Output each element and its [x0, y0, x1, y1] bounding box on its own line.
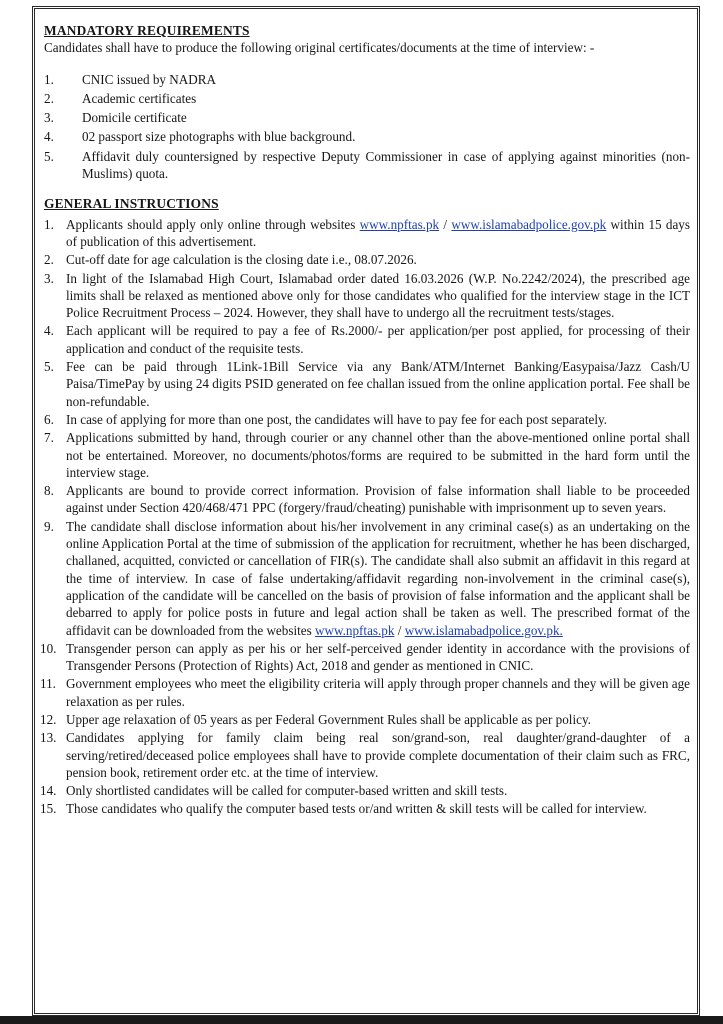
instruction-2: 2. Cut-off date for age calculation is the closing date i.e., 08.07.2026.	[44, 252, 417, 268]
instruction-7: 7. Applications submitted by hand, through courier or any channel other than the above-mentioned online portal shall not be entertained. Moreover, no documents/photos/forms are required to be submitted in the hard form until the interview stage.	[44, 430, 690, 480]
islamabad-police-link[interactable]: www.islamabadpolice.gov.pk	[451, 216, 607, 232]
npftas-link[interactable]: www.npftas.pk	[315, 622, 395, 638]
list-item: 3. Domicile certificate	[44, 110, 187, 126]
instruction-4: 4. Each applicant will be required to pay a fee of Rs.2000/- per application/per post applied, for processing of their application and conduct of the requisite tests.	[44, 323, 690, 356]
mandatory-requirements-list	[44, 71, 690, 183]
instruction-5: 5. Fee can be paid through 1Link-1Bill Service via any Bank/ATM/Internet Banking/Easypaisa/Jazz Cash/U Paisa/TimePay by using 24 digits PSID generated on fee challan issued from the online application portal. Fee shall be non-refundable.	[44, 359, 690, 409]
instruction-11: 11. Government employees who meet the eligibility criteria will apply through proper channels and they will be given age relaxation as per rules.	[40, 676, 690, 709]
instruction-1: 1. Applicants should apply only online through websites www.npftas.pk / www.islamabadpolice.gov.pk within 15 days of publication of this advertisement.	[44, 216, 690, 249]
general-instructions-heading: GENERAL INSTRUCTIONS	[44, 196, 219, 212]
instruction-13: 13. Candidates applying for family claim being real son/grand-son, real daughter/grand-daughter of a serving/retired/deceased police employees shall have to provide complete documentation of their claim such as FRC, pension book, retirement order etc. at the time of interview.	[40, 730, 690, 780]
instruction-10: 10. Transgender person can apply as per his or her self-perceived gender identity in accordance with the provisions of Transgender Persons (Protection of Rights) Act, 2018 and gender as mentioned in CNIC.	[40, 640, 690, 674]
mandatory-requirements-heading: MANDATORY REQUIREMENTS	[44, 23, 250, 38]
mandatory-intro: Candidates shall have to produce the following original certificates/documents at the time of interview: -	[44, 40, 595, 56]
instruction-3: 3. In light of the Islamabad High Court, Islamabad order dated 16.03.2026 (W.P. No.2242/2024), the prescribed age limits shall be relaxed as mentioned above only for those candidates who qualified for the interview stage in the ICT Police Recruitment Process – 2024. However, they shall have to undergo all the recruitment tests/stages.	[44, 270, 690, 321]
instruction-9: 9. The candidate shall disclose information about his/her involvement in any criminal case(s) as an undertaking on the online Application Portal at the time of submission of the application for recruitment, whether he has been discharged, challaned, acquitted, convicted or cancellation of FIR(s). The candidate shall also submit an affidavit in this regard at the time of interview. In case of false undertaking/affidavit regarding non-involvement in the criminal case(s), application of the candidate will be cancelled on the basis of provision of false information and the applicant shall be debarred to apply for police posts in future and legal action shall be taken as well. The prescribed format of the affidavit can be downloaded from the websites www.npftas.pk / www.islamabadpolice.gov.pk.	[44, 518, 690, 638]
list-item: 4. 02 passport size photographs with blue background.	[44, 129, 356, 145]
instruction-15: 15. Those candidates who qualify the computer based tests or/and written & skill tests will be called for interview.	[40, 801, 647, 817]
list-item: 2. Academic certificates	[44, 90, 197, 106]
npftas-link[interactable]: www.npftas.pk	[359, 216, 440, 232]
instruction-12: 12. Upper age relaxation of 05 years as per Federal Government Rules shall be applicable as per policy.	[40, 711, 591, 727]
instruction-8: 8. Applicants are bound to provide correct information. Provision of false information shall liable to be proceeded against under Section 420/468/471 PPC (forgery/fraud/cheating) punishable with imprisonment up to seven years.	[44, 483, 690, 516]
notice-content	[40, 22, 690, 819]
instruction-14: 14. Only shortlisted candidates will be called for computer-based written and skill tests.	[40, 783, 508, 799]
general-instructions-list	[40, 216, 690, 818]
bottom-edge-bar	[0, 1016, 723, 1024]
islamabad-police-link[interactable]: www.islamabadpolice.gov.pk.	[404, 622, 563, 638]
list-item: 5. Affidavit duly countersigned by respective Deputy Commissioner in case of applying against minorities (non-Muslims) quota.	[44, 148, 690, 182]
instruction-6: 6. In case of applying for more than one post, the candidates will have to pay fee for each post separately.	[44, 411, 607, 427]
list-item: 1. CNIC issued by NADRA	[44, 71, 216, 87]
